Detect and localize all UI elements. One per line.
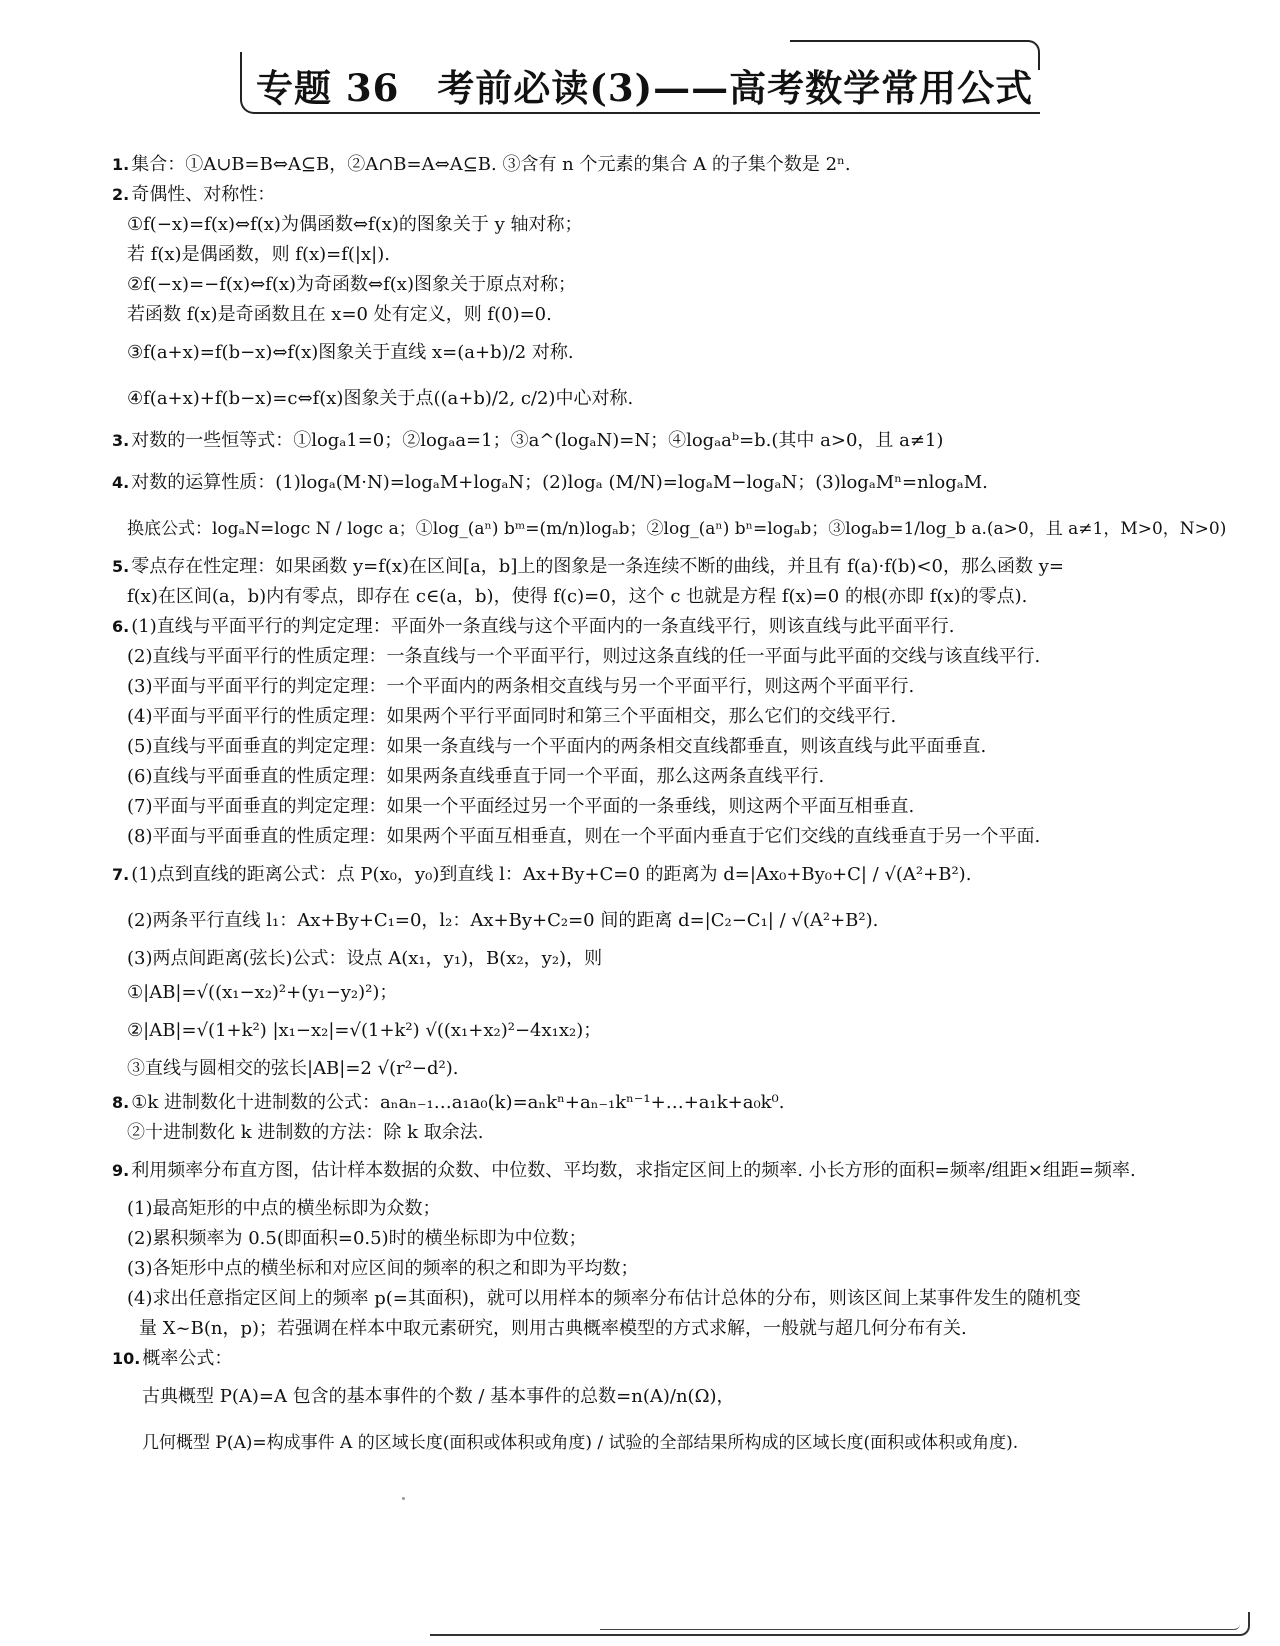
item-text: 对数的运算性质：(1)logₐ(M·N)=logₐM+logₐN；(2)logₐ (M/N)=logₐM−logₐN；(3)logₐMⁿ=nlogₐM. (131, 472, 988, 493)
item-8-line: ②十进制数化 k 进制数的方法：除 k 取余法. (127, 1122, 484, 1143)
scan-speck (402, 1497, 405, 1500)
item-text: 对数的一些恒等式：①logₐ1=0；②logₐa=1；③a^(logₐN)=N；④logₐaᵇ=b.(其中 a>0，且 a≠1) (131, 430, 944, 451)
item-6-line: (4)平面与平面平行的性质定理：如果两个平行平面同时和第三个平面相交，那么它们的交线平行. (127, 706, 897, 727)
item-2-line: ④f(a+x)+f(b−x)=c⇔f(x)图象关于点((a+b)/2, c/2)中心对称. (127, 388, 634, 409)
item-6-line: (8)平面与平面垂直的性质定理：如果两个平面互相垂直，则在一个平面内垂直于它们交线的直线垂直于另一个平面. (127, 826, 1041, 847)
item-text: ①k 进制数化十进制数的公式：aₙaₙ₋₁…a₁a₀(k)=aₙkⁿ+aₙ₋₁kⁿ⁻¹+…+a₁k+a₀k⁰. (131, 1092, 785, 1113)
item-number: 4. (112, 473, 130, 492)
item-7 (112, 852, 1192, 898)
item-7-line: ③直线与圆相交的弦长|AB|=2 √(r²−d²). (127, 1058, 459, 1079)
item-4 (112, 460, 1192, 506)
item-9-line: (4)求出任意指定区间上的频率 p(=其面积)，就可以用样本的频率分布估计总体的分布，则该区间上某事件发生的随机变 (127, 1288, 1081, 1309)
item-5-line: f(x)在区间(a，b)内有零点，即存在 c∈(a，b)，使得 f(c)=0，这个 c 也就是方程 f(x)=0 的根(亦即 f(x)的零点). (127, 586, 1028, 607)
item-6-line: (3)平面与平面平行的判定定理：一个平面内的两条相交直线与另一个平面平行，则这两个平面平行. (127, 676, 915, 697)
item-10 (112, 1344, 1192, 1374)
item-6-line: (6)直线与平面垂直的性质定理：如果两条直线垂直于同一个平面，那么这两条直线平行. (127, 766, 825, 787)
item-number: 1. (112, 155, 130, 174)
item-9-line: (1)最高矩形的中点的横坐标即为众数； (127, 1198, 441, 1219)
item-9-line: 量 X~B(n，p)；若强调在样本中取元素研究，则用古典概率模型的方式求解，一般就与超几何分布有关. (139, 1318, 967, 1339)
item-2 (112, 180, 1192, 210)
item-number: 8. (112, 1093, 130, 1112)
item-text: 概率公式： (142, 1348, 233, 1369)
item-3 (112, 422, 1192, 460)
item-7-line: (2)两条平行直线 l₁：Ax+By+C₁=0，l₂：Ax+By+C₂=0 间的距离 d=|C₂−C₁| / √(A²+B²). (127, 910, 879, 931)
item-number: 9. (112, 1161, 130, 1180)
formula-list (112, 150, 1227, 1466)
bottom-page-rule (600, 1620, 1240, 1630)
item-text: 利用频率分布直方图，估计样本数据的众数、中位数、平均数，求指定区间上的频率. 小长方形的面积=频率/组距×组距=频率. (131, 1160, 1136, 1181)
item-1 (112, 150, 1192, 180)
item-9-line: (3)各矩形中点的横坐标和对应区间的频率的积之和即为平均数； (127, 1258, 639, 1279)
item-6-line: (2)直线与平面平行的性质定理：一条直线与一个平面平行，则过这条直线的任一平面与此平面的交线与该直线平行. (127, 646, 1041, 667)
item-2-line: ③f(a+x)=f(b−x)⇔f(x)图象关于直线 x=(a+b)/2 对称. (127, 342, 574, 363)
page-title-frame (240, 40, 1040, 120)
item-6 (112, 612, 1192, 642)
item-text: (1)直线与平面平行的判定定理：平面外一条直线与这个平面内的一条直线平行，则该直线与此平面平行. (131, 616, 955, 637)
item-number: 3. (112, 431, 130, 450)
item-7-line: ②|AB|=√(1+k²) |x₁−x₂|=√(1+k²) √((x₁+x₂)²−4x₁x₂)； (127, 1020, 602, 1041)
item-9 (112, 1148, 1192, 1194)
item-2-line: ①f(−x)=f(x)⇔f(x)为偶函数⇔f(x)的图象关于 y 轴对称； (127, 214, 583, 235)
item-number: 6. (112, 617, 130, 636)
item-9-line: (2)累积频率为 0.5(即面积=0.5)时的横坐标即为中位数； (127, 1228, 587, 1249)
item-7-line: (3)两点间距离(弦长)公式：设点 A(x₁，y₁)，B(x₂，y₂)，则 (127, 948, 603, 969)
item-number: 7. (112, 865, 130, 884)
item-6-line: (7)平面与平面垂直的判定定理：如果一个平面经过另一个平面的一条垂线，则这两个平面互相垂直. (127, 796, 915, 817)
item-4-line: 换底公式：logₐN=logc N / logc a；①log_(aⁿ) bᵐ=(m/n)logₐb；②log_(aⁿ) bⁿ=logₐb；③logₐb=1/log_b a.(a>0，且 a≠1，M>0，N>0) (127, 519, 1227, 539)
classical-probability: 古典概型 P(A)=A 包含的基本事件的个数 / 基本事件的总数=n(A)/n(Ω)， (142, 1386, 735, 1407)
page-title: 专题 36 考前必读(3)——高考数学常用公式 (256, 66, 1034, 110)
item-8 (112, 1088, 1192, 1118)
item-text: 零点存在性定理：如果函数 y=f(x)在区间[a，b]上的图象是一条连续不断的曲线，并且有 f(a)·f(b)<0，那么函数 y= (131, 556, 1064, 577)
item-2-line: 若 f(x)是偶函数，则 f(x)=f(|x|). (127, 244, 390, 265)
geometric-probability: 几何概型 P(A)=构成事件 A 的区域长度(面积或体积或角度) / 试验的全部结果所构成的区域长度(面积或体积或角度). (142, 1433, 1019, 1453)
item-6-line: (5)直线与平面垂直的判定定理：如果一条直线与一个平面内的两条相交直线都垂直，则该直线与此平面垂直. (127, 736, 987, 757)
item-7-line: ①|AB|=√((x₁−x₂)²+(y₁−y₂)²)； (127, 982, 398, 1003)
item-2-line: 若函数 f(x)是奇函数且在 x=0 处有定义，则 f(0)=0. (127, 304, 552, 325)
item-text: 集合：①A∪B=B⇔A⊆B，②A∩B=A⇔A⊆B. ③含有 n 个元素的集合 A 的子集个数是 2ⁿ. (131, 154, 851, 175)
item-2-line: ②f(−x)=−f(x)⇔f(x)为奇函数⇔f(x)图象关于原点对称； (127, 274, 576, 295)
item-number: 10. (112, 1349, 141, 1368)
item-text: 奇偶性、对称性： (131, 184, 276, 205)
item-number: 2. (112, 185, 130, 204)
item-text: (1)点到直线的距离公式：点 P(x₀，y₀)到直线 l：Ax+By+C=0 的距离为 d=|Ax₀+By₀+C| / √(A²+B²). (131, 864, 972, 885)
item-number: 5. (112, 557, 130, 576)
item-5 (112, 552, 1192, 582)
